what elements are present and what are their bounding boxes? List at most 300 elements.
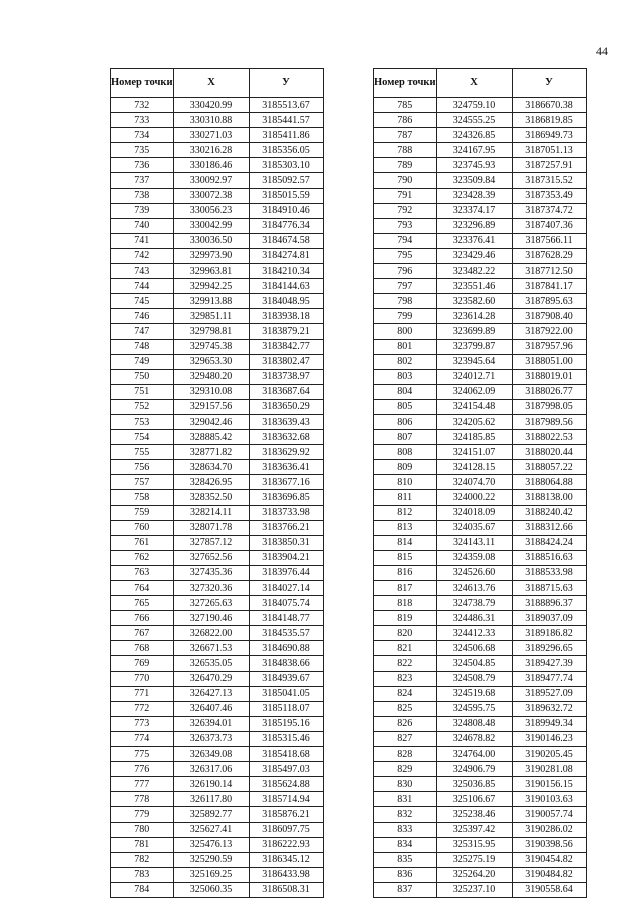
y-coordinate-cell: 3185714.94 — [249, 792, 323, 807]
y-coordinate-cell: 3188019.01 — [512, 369, 586, 384]
table-row — [374, 369, 587, 384]
table-row — [374, 656, 587, 671]
coordinates-table-left — [110, 68, 324, 898]
point-number-cell: 816 — [374, 565, 437, 580]
y-coordinate-cell: 3183639.43 — [249, 414, 323, 429]
table-row — [374, 188, 587, 203]
point-number-cell: 782 — [111, 852, 174, 867]
y-coordinate-cell: 3183850.31 — [249, 535, 323, 550]
point-number-cell: 765 — [111, 596, 174, 611]
x-coordinate-cell: 323945.64 — [436, 354, 512, 369]
table-row — [111, 188, 324, 203]
y-coordinate-cell: 3188896.37 — [512, 596, 586, 611]
y-coordinate-cell: 3188516.63 — [512, 550, 586, 565]
x-coordinate-cell: 326535.05 — [173, 656, 249, 671]
table-row — [111, 822, 324, 837]
x-coordinate-cell: 324759.10 — [436, 98, 512, 113]
point-number-cell: 785 — [374, 98, 437, 113]
point-number-cell: 778 — [111, 792, 174, 807]
table-row — [374, 445, 587, 460]
y-coordinate-cell: 3186345.12 — [249, 852, 323, 867]
point-number-cell: 797 — [374, 279, 437, 294]
point-number-cell: 781 — [111, 837, 174, 852]
point-number-cell: 824 — [374, 686, 437, 701]
y-coordinate-cell: 3187566.11 — [512, 233, 586, 248]
y-coordinate-cell: 3187908.40 — [512, 309, 586, 324]
table-row — [374, 716, 587, 731]
point-number-cell: 773 — [111, 716, 174, 731]
point-number-cell: 787 — [374, 128, 437, 143]
y-coordinate-cell: 3183629.92 — [249, 445, 323, 460]
y-coordinate-cell: 3184535.57 — [249, 626, 323, 641]
x-coordinate-cell: 328071.78 — [173, 520, 249, 535]
point-number-cell: 800 — [374, 324, 437, 339]
point-number-cell: 777 — [111, 777, 174, 792]
x-coordinate-cell: 323374.17 — [436, 203, 512, 218]
table-header-row — [374, 69, 587, 98]
table-row — [111, 716, 324, 731]
table-row — [374, 173, 587, 188]
x-coordinate-cell: 323699.89 — [436, 324, 512, 339]
table-row — [111, 218, 324, 233]
x-coordinate-cell: 324326.85 — [436, 128, 512, 143]
table-row — [374, 596, 587, 611]
x-coordinate-cell: 324764.00 — [436, 747, 512, 762]
y-coordinate-cell: 3190057.74 — [512, 807, 586, 822]
y-coordinate-cell: 3187257.91 — [512, 158, 586, 173]
x-coordinate-cell: 327190.46 — [173, 611, 249, 626]
point-number-cell: 748 — [111, 339, 174, 354]
y-coordinate-cell: 3187051.13 — [512, 143, 586, 158]
x-coordinate-cell: 328885.42 — [173, 430, 249, 445]
point-number-cell: 799 — [374, 309, 437, 324]
y-coordinate-cell: 3185624.88 — [249, 777, 323, 792]
x-coordinate-cell: 328214.11 — [173, 505, 249, 520]
table-row — [374, 807, 587, 822]
table-row — [111, 626, 324, 641]
point-number-cell: 789 — [374, 158, 437, 173]
table-row — [111, 505, 324, 520]
x-coordinate-cell: 324074.70 — [436, 475, 512, 490]
y-coordinate-cell: 3188533.98 — [512, 565, 586, 580]
x-coordinate-cell: 326373.73 — [173, 731, 249, 746]
table-row — [111, 339, 324, 354]
y-coordinate-cell: 3185441.57 — [249, 113, 323, 128]
y-coordinate-cell: 3188312.66 — [512, 520, 586, 535]
point-number-cell: 757 — [111, 475, 174, 490]
x-coordinate-cell: 323614.28 — [436, 309, 512, 324]
y-coordinate-cell: 3185041.05 — [249, 686, 323, 701]
x-coordinate-cell: 328426.95 — [173, 475, 249, 490]
point-number-cell: 750 — [111, 369, 174, 384]
point-number-cell: 749 — [111, 354, 174, 369]
x-coordinate-cell: 324035.67 — [436, 520, 512, 535]
point-number-cell: 826 — [374, 716, 437, 731]
point-number-cell: 758 — [111, 490, 174, 505]
point-number-cell: 788 — [374, 143, 437, 158]
table-row — [111, 747, 324, 762]
y-coordinate-cell: 3187407.36 — [512, 218, 586, 233]
y-coordinate-cell: 3188424.24 — [512, 535, 586, 550]
x-coordinate-cell: 330216.28 — [173, 143, 249, 158]
x-coordinate-cell: 328634.70 — [173, 460, 249, 475]
point-number-cell: 796 — [374, 264, 437, 279]
x-coordinate-cell: 327435.36 — [173, 565, 249, 580]
table-row — [374, 248, 587, 263]
table-row — [374, 550, 587, 565]
table-header-row — [111, 69, 324, 98]
x-coordinate-cell: 329653.30 — [173, 354, 249, 369]
x-coordinate-cell: 325315.95 — [436, 837, 512, 852]
column-header-x: X — [436, 69, 512, 98]
y-coordinate-cell: 3186819.85 — [512, 113, 586, 128]
x-coordinate-cell: 325036.85 — [436, 777, 512, 792]
point-number-cell: 734 — [111, 128, 174, 143]
x-coordinate-cell: 325275.19 — [436, 852, 512, 867]
y-coordinate-cell: 3185513.67 — [249, 98, 323, 113]
table-row — [111, 565, 324, 580]
table-row — [374, 747, 587, 762]
x-coordinate-cell: 324167.95 — [436, 143, 512, 158]
y-coordinate-cell: 3183733.98 — [249, 505, 323, 520]
y-coordinate-cell: 3188020.44 — [512, 445, 586, 460]
y-coordinate-cell: 3187374.72 — [512, 203, 586, 218]
y-coordinate-cell: 3187353.49 — [512, 188, 586, 203]
y-coordinate-cell: 3190398.56 — [512, 837, 586, 852]
y-coordinate-cell: 3183677.16 — [249, 475, 323, 490]
y-coordinate-cell: 3186433.98 — [249, 867, 323, 882]
table-row — [111, 294, 324, 309]
table-row — [111, 248, 324, 263]
table-row — [111, 792, 324, 807]
y-coordinate-cell: 3183650.29 — [249, 399, 323, 414]
x-coordinate-cell: 330271.03 — [173, 128, 249, 143]
table-row — [111, 520, 324, 535]
point-number-cell: 823 — [374, 671, 437, 686]
x-coordinate-cell: 326190.14 — [173, 777, 249, 792]
y-coordinate-cell: 3183842.77 — [249, 339, 323, 354]
table-row — [111, 264, 324, 279]
point-number-cell: 735 — [111, 143, 174, 158]
y-coordinate-cell: 3183738.97 — [249, 369, 323, 384]
point-number-cell: 740 — [111, 218, 174, 233]
y-coordinate-cell: 3184048.95 — [249, 294, 323, 309]
x-coordinate-cell: 324018.09 — [436, 505, 512, 520]
table-row — [111, 173, 324, 188]
table-row — [374, 777, 587, 792]
y-coordinate-cell: 3190146.23 — [512, 731, 586, 746]
point-number-cell: 837 — [374, 882, 437, 897]
x-coordinate-cell: 328771.82 — [173, 445, 249, 460]
table-row — [111, 128, 324, 143]
y-coordinate-cell: 3187712.50 — [512, 264, 586, 279]
table-row — [111, 641, 324, 656]
table-row — [111, 882, 324, 897]
table-row — [111, 671, 324, 686]
point-number-cell: 812 — [374, 505, 437, 520]
x-coordinate-cell: 324486.31 — [436, 611, 512, 626]
table-row — [374, 792, 587, 807]
x-coordinate-cell: 323428.39 — [436, 188, 512, 203]
point-number-cell: 763 — [111, 565, 174, 580]
table-row — [111, 701, 324, 716]
point-number-cell: 746 — [111, 309, 174, 324]
point-number-cell: 780 — [111, 822, 174, 837]
table-row — [111, 414, 324, 429]
table-row — [374, 158, 587, 173]
x-coordinate-cell: 323429.46 — [436, 248, 512, 263]
y-coordinate-cell: 3188240.42 — [512, 505, 586, 520]
y-coordinate-cell: 3184144.63 — [249, 279, 323, 294]
table-row — [111, 490, 324, 505]
y-coordinate-cell: 3187998.05 — [512, 399, 586, 414]
point-number-cell: 775 — [111, 747, 174, 762]
y-coordinate-cell: 3185418.68 — [249, 747, 323, 762]
point-number-cell: 760 — [111, 520, 174, 535]
x-coordinate-cell: 324555.25 — [436, 113, 512, 128]
y-coordinate-cell: 3185315.46 — [249, 731, 323, 746]
y-coordinate-cell: 3184027.14 — [249, 581, 323, 596]
x-coordinate-cell: 330186.46 — [173, 158, 249, 173]
y-coordinate-cell: 3184210.34 — [249, 264, 323, 279]
x-coordinate-cell: 327652.56 — [173, 550, 249, 565]
table-row — [111, 98, 324, 113]
y-coordinate-cell: 3183632.68 — [249, 430, 323, 445]
x-coordinate-cell: 324185.85 — [436, 430, 512, 445]
table-row — [111, 324, 324, 339]
table-row — [111, 807, 324, 822]
table-row — [111, 158, 324, 173]
y-coordinate-cell: 3189037.09 — [512, 611, 586, 626]
x-coordinate-cell: 323482.22 — [436, 264, 512, 279]
point-number-cell: 752 — [111, 399, 174, 414]
x-coordinate-cell: 324808.48 — [436, 716, 512, 731]
point-number-cell: 836 — [374, 867, 437, 882]
x-coordinate-cell: 330056.23 — [173, 203, 249, 218]
x-coordinate-cell: 323582.60 — [436, 294, 512, 309]
y-coordinate-cell: 3187841.17 — [512, 279, 586, 294]
table-row — [374, 475, 587, 490]
y-coordinate-cell: 3185497.03 — [249, 762, 323, 777]
x-coordinate-cell: 325238.46 — [436, 807, 512, 822]
point-number-cell: 769 — [111, 656, 174, 671]
x-coordinate-cell: 328352.50 — [173, 490, 249, 505]
table-row — [111, 399, 324, 414]
x-coordinate-cell: 323296.89 — [436, 218, 512, 233]
x-coordinate-cell: 326407.46 — [173, 701, 249, 716]
point-number-cell: 744 — [111, 279, 174, 294]
table-row — [111, 762, 324, 777]
y-coordinate-cell: 3183766.21 — [249, 520, 323, 535]
table-row — [374, 867, 587, 882]
x-coordinate-cell: 325264.20 — [436, 867, 512, 882]
x-coordinate-cell: 330420.99 — [173, 98, 249, 113]
table-row — [374, 218, 587, 233]
point-number-cell: 795 — [374, 248, 437, 263]
x-coordinate-cell: 324128.15 — [436, 460, 512, 475]
table-row — [374, 430, 587, 445]
page-number: 44 — [596, 44, 608, 58]
x-coordinate-cell: 323509.84 — [436, 173, 512, 188]
table-row — [374, 279, 587, 294]
y-coordinate-cell: 3189527.09 — [512, 686, 586, 701]
x-coordinate-cell: 323745.93 — [436, 158, 512, 173]
table-row — [374, 581, 587, 596]
x-coordinate-cell: 330042.99 — [173, 218, 249, 233]
y-coordinate-cell: 3183904.21 — [249, 550, 323, 565]
y-coordinate-cell: 3184274.81 — [249, 248, 323, 263]
point-number-cell: 738 — [111, 188, 174, 203]
table-row — [111, 867, 324, 882]
y-coordinate-cell: 3185876.21 — [249, 807, 323, 822]
x-coordinate-cell: 327265.63 — [173, 596, 249, 611]
point-number-cell: 770 — [111, 671, 174, 686]
table-row — [374, 505, 587, 520]
point-number-cell: 774 — [111, 731, 174, 746]
table-row — [111, 581, 324, 596]
point-number-cell: 771 — [111, 686, 174, 701]
y-coordinate-cell: 3183938.18 — [249, 309, 323, 324]
point-number-cell: 833 — [374, 822, 437, 837]
point-number-cell: 810 — [374, 475, 437, 490]
table-row — [374, 324, 587, 339]
x-coordinate-cell: 326317.06 — [173, 762, 249, 777]
point-number-cell: 792 — [374, 203, 437, 218]
table-row — [374, 354, 587, 369]
y-coordinate-cell: 3187628.29 — [512, 248, 586, 263]
x-coordinate-cell: 330072.38 — [173, 188, 249, 203]
point-number-cell: 755 — [111, 445, 174, 460]
table-row — [111, 279, 324, 294]
y-coordinate-cell: 3188051.00 — [512, 354, 586, 369]
y-coordinate-cell: 3188138.00 — [512, 490, 586, 505]
y-coordinate-cell: 3190484.82 — [512, 867, 586, 882]
coordinates-table-left-body — [111, 98, 324, 898]
point-number-cell: 732 — [111, 98, 174, 113]
point-number-cell: 821 — [374, 641, 437, 656]
table-row — [374, 731, 587, 746]
table-row — [374, 113, 587, 128]
x-coordinate-cell: 324205.62 — [436, 414, 512, 429]
point-number-cell: 742 — [111, 248, 174, 263]
table-row — [111, 550, 324, 565]
x-coordinate-cell: 329973.90 — [173, 248, 249, 263]
x-coordinate-cell: 325060.35 — [173, 882, 249, 897]
x-coordinate-cell: 329042.46 — [173, 414, 249, 429]
point-number-cell: 756 — [111, 460, 174, 475]
y-coordinate-cell: 3186097.75 — [249, 822, 323, 837]
point-number-cell: 809 — [374, 460, 437, 475]
y-coordinate-cell: 3186508.31 — [249, 882, 323, 897]
table-row — [374, 565, 587, 580]
table-row — [111, 233, 324, 248]
table-row — [374, 339, 587, 354]
y-coordinate-cell: 3185015.59 — [249, 188, 323, 203]
point-number-cell: 828 — [374, 747, 437, 762]
point-number-cell: 832 — [374, 807, 437, 822]
y-coordinate-cell: 3188026.77 — [512, 384, 586, 399]
y-coordinate-cell: 3184939.67 — [249, 671, 323, 686]
point-number-cell: 803 — [374, 369, 437, 384]
y-coordinate-cell: 3189477.74 — [512, 671, 586, 686]
y-coordinate-cell: 3189186.82 — [512, 626, 586, 641]
coordinates-table-right-body — [374, 98, 587, 898]
table-row — [111, 475, 324, 490]
table-row — [111, 460, 324, 475]
table-row — [111, 203, 324, 218]
x-coordinate-cell: 326394.01 — [173, 716, 249, 731]
y-coordinate-cell: 3185356.05 — [249, 143, 323, 158]
point-number-cell: 794 — [374, 233, 437, 248]
point-number-cell: 790 — [374, 173, 437, 188]
x-coordinate-cell: 324508.79 — [436, 671, 512, 686]
column-header-y: У — [512, 69, 586, 98]
table-row — [111, 113, 324, 128]
point-number-cell: 739 — [111, 203, 174, 218]
y-coordinate-cell: 3185411.86 — [249, 128, 323, 143]
table-row — [374, 309, 587, 324]
table-row — [374, 837, 587, 852]
point-number-cell: 822 — [374, 656, 437, 671]
point-number-cell: 827 — [374, 731, 437, 746]
table-row — [374, 852, 587, 867]
x-coordinate-cell: 329942.25 — [173, 279, 249, 294]
table-row — [374, 611, 587, 626]
x-coordinate-cell: 326671.53 — [173, 641, 249, 656]
point-number-cell: 802 — [374, 354, 437, 369]
x-coordinate-cell: 324595.75 — [436, 701, 512, 716]
point-number-cell: 793 — [374, 218, 437, 233]
column-header-number: Номер точки — [374, 69, 437, 98]
table-row — [111, 611, 324, 626]
point-number-cell: 766 — [111, 611, 174, 626]
column-header-number: Номер точки — [111, 69, 174, 98]
x-coordinate-cell: 323799.87 — [436, 339, 512, 354]
y-coordinate-cell: 3183696.85 — [249, 490, 323, 505]
x-coordinate-cell: 329798.81 — [173, 324, 249, 339]
x-coordinate-cell: 324504.85 — [436, 656, 512, 671]
table-row — [111, 596, 324, 611]
point-number-cell: 754 — [111, 430, 174, 445]
y-coordinate-cell: 3184075.74 — [249, 596, 323, 611]
y-coordinate-cell: 3187922.00 — [512, 324, 586, 339]
table-row — [111, 354, 324, 369]
point-number-cell: 814 — [374, 535, 437, 550]
x-coordinate-cell: 324506.68 — [436, 641, 512, 656]
x-coordinate-cell: 327320.36 — [173, 581, 249, 596]
table-row — [111, 837, 324, 852]
x-coordinate-cell: 325892.77 — [173, 807, 249, 822]
point-number-cell: 791 — [374, 188, 437, 203]
point-number-cell: 820 — [374, 626, 437, 641]
table-row — [374, 264, 587, 279]
point-number-cell: 759 — [111, 505, 174, 520]
table-row — [111, 686, 324, 701]
y-coordinate-cell: 3188022.53 — [512, 430, 586, 445]
point-number-cell: 811 — [374, 490, 437, 505]
table-row — [374, 822, 587, 837]
point-number-cell: 806 — [374, 414, 437, 429]
y-coordinate-cell: 3190156.15 — [512, 777, 586, 792]
y-coordinate-cell: 3185195.16 — [249, 716, 323, 731]
y-coordinate-cell: 3190454.82 — [512, 852, 586, 867]
table-row — [374, 460, 587, 475]
table-row — [374, 626, 587, 641]
y-coordinate-cell: 3187957.96 — [512, 339, 586, 354]
table-row — [374, 520, 587, 535]
y-coordinate-cell: 3190205.45 — [512, 747, 586, 762]
point-number-cell: 753 — [111, 414, 174, 429]
